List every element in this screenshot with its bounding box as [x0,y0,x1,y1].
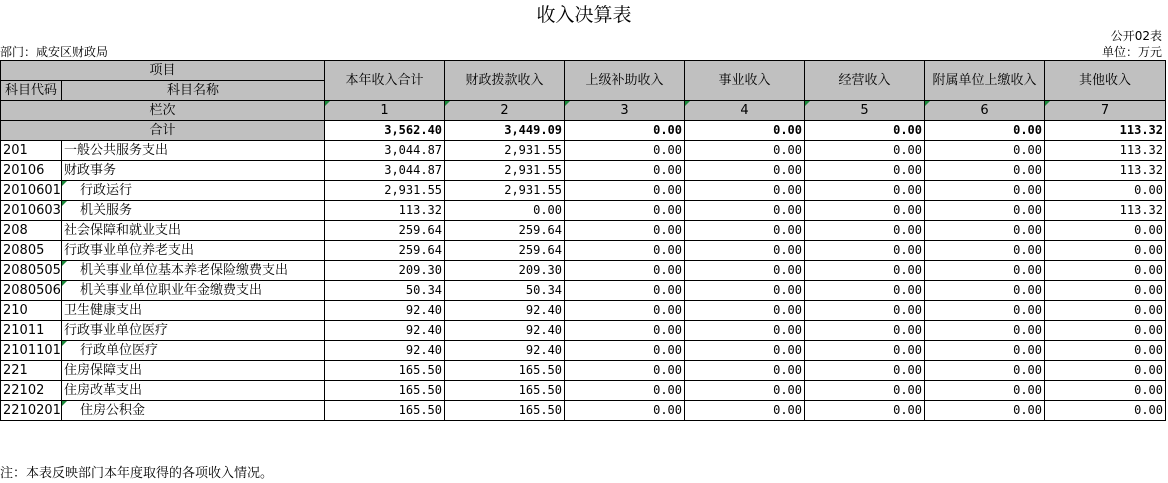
amount-cell[interactable]: 165.50 [445,401,565,421]
header-col-6[interactable]: 附属单位上缴收入 [925,61,1045,101]
amount-cell[interactable]: 0.00 [925,341,1045,361]
amount-cell[interactable]: 2,931.55 [445,161,565,181]
table-row [1,301,1166,321]
amount-cell[interactable]: 0.00 [685,261,805,281]
amount-cell[interactable]: 92.40 [325,301,445,321]
subject-name-cell[interactable]: 一般公共服务支出 [62,141,325,161]
total-row [1,121,1166,141]
amount-cell[interactable]: 259.64 [445,221,565,241]
amount-cell[interactable]: 0.00 [565,181,685,201]
amount-cell[interactable]: 113.32 [1045,141,1166,161]
row-index-cell[interactable]: 4 [685,101,805,121]
amount-cell[interactable]: 259.64 [325,241,445,261]
subject-name-cell[interactable]: 行政事业单位养老支出 [62,241,325,261]
amount-cell[interactable]: 0.00 [685,141,805,161]
table-row [1,201,1166,221]
total-cell[interactable]: 0.00 [565,121,685,141]
total-label[interactable]: 合计 [1,121,325,141]
amount-cell[interactable]: 113.32 [1045,201,1166,221]
amount-cell[interactable]: 0.00 [565,301,685,321]
amount-cell[interactable]: 0.00 [925,201,1045,221]
amount-cell[interactable]: 0.00 [445,201,565,221]
subject-name-cell[interactable]: 住房保障支出 [62,361,325,381]
report-title: 收入决算表 [536,4,632,26]
subject-code-cell[interactable]: 20106 [1,161,62,181]
amount-cell[interactable]: 0.00 [1045,181,1166,201]
amount-cell[interactable]: 92.40 [445,321,565,341]
amount-cell[interactable]: 0.00 [565,361,685,381]
amount-cell[interactable]: 165.50 [325,361,445,381]
subject-name-cell[interactable]: 住房公积金 [62,401,325,421]
amount-cell[interactable]: 0.00 [805,301,925,321]
amount-cell[interactable]: 2,931.55 [325,181,445,201]
amount-cell[interactable]: 0.00 [925,181,1045,201]
amount-cell[interactable]: 0.00 [565,141,685,161]
amount-cell[interactable]: 0.00 [805,401,925,421]
subject-code-cell[interactable]: 2010601 [1,181,62,201]
subject-name-cell[interactable]: 财政事务 [62,161,325,181]
amount-cell[interactable]: 0.00 [1045,281,1166,301]
amount-cell[interactable]: 0.00 [685,341,805,361]
subject-code-cell[interactable]: 210 [1,301,62,321]
amount-cell[interactable]: 92.40 [445,301,565,321]
subject-code-cell[interactable]: 20805 [1,241,62,261]
amount-cell[interactable]: 0.00 [685,201,805,221]
table-row [1,401,1166,421]
amount-cell[interactable]: 0.00 [565,321,685,341]
subject-name-cell[interactable]: 社会保障和就业支出 [62,221,325,241]
amount-cell[interactable]: 0.00 [805,281,925,301]
amount-cell[interactable]: 165.50 [325,381,445,401]
amount-cell[interactable]: 0.00 [565,201,685,221]
subject-code-cell[interactable]: 221 [1,361,62,381]
amount-cell[interactable]: 113.32 [325,201,445,221]
table-row [1,141,1166,161]
table-row [1,161,1166,181]
table-row [1,261,1166,281]
amount-cell[interactable]: 165.50 [445,361,565,381]
amount-cell[interactable]: 0.00 [565,281,685,301]
amount-cell[interactable]: 0.00 [805,141,925,161]
subject-code-cell[interactable]: 21011 [1,321,62,341]
amount-cell[interactable]: 2,931.55 [445,141,565,161]
amount-cell[interactable]: 209.30 [445,261,565,281]
row-index-cell[interactable]: 5 [805,101,925,121]
amount-cell[interactable]: 0.00 [565,161,685,181]
department-label: 部门：咸安区财政局 [0,45,109,59]
amount-cell[interactable]: 0.00 [565,221,685,241]
header-col-3[interactable]: 上级补助收入 [565,61,685,101]
subject-name-cell[interactable]: 住房改革支出 [62,381,325,401]
amount-cell[interactable]: 0.00 [805,341,925,361]
unit-label: 单位：万元 [1101,45,1162,59]
amount-cell[interactable]: 0.00 [685,161,805,181]
amount-cell[interactable]: 0.00 [565,401,685,421]
row-index-cell[interactable]: 7 [1045,101,1166,121]
amount-cell[interactable]: 0.00 [1045,301,1166,321]
amount-cell[interactable]: 0.00 [685,361,805,381]
amount-cell[interactable]: 0.00 [1045,261,1166,281]
subject-name-cell[interactable]: 卫生健康支出 [62,301,325,321]
amount-cell[interactable]: 0.00 [925,401,1045,421]
row-index-cell[interactable]: 1 [325,101,445,121]
amount-cell[interactable]: 0.00 [805,241,925,261]
amount-cell[interactable]: 0.00 [925,261,1045,281]
amount-cell[interactable]: 0.00 [1045,221,1166,241]
amount-cell[interactable]: 0.00 [805,321,925,341]
amount-cell[interactable]: 0.00 [805,381,925,401]
subject-name-cell[interactable]: 行政事业单位医疗 [62,321,325,341]
subject-code-cell[interactable]: 2010603 [1,201,62,221]
header-col-5[interactable]: 经营收入 [805,61,925,101]
subject-code-cell[interactable]: 22102 [1,381,62,401]
row-index-label[interactable]: 栏次 [1,101,325,121]
total-cell[interactable]: 0.00 [925,121,1045,141]
row-index-cell[interactable]: 6 [925,101,1045,121]
amount-cell[interactable]: 0.00 [565,341,685,361]
subject-code-cell[interactable]: 2210201 [1,401,62,421]
amount-cell[interactable]: 0.00 [1045,381,1166,401]
subject-code-cell[interactable]: 208 [1,221,62,241]
subject-name-cell[interactable]: 机关事业单位职业年金缴费支出 [62,281,325,301]
subject-name-cell[interactable]: 行政运行 [62,181,325,201]
amount-cell[interactable]: 0.00 [805,221,925,241]
row-index-cell[interactable]: 3 [565,101,685,121]
amount-cell[interactable]: 113.32 [1045,161,1166,181]
subject-code-cell[interactable]: 2080505 [1,261,62,281]
income-table [0,60,1166,421]
amount-cell[interactable]: 0.00 [805,201,925,221]
amount-cell[interactable]: 0.00 [805,261,925,281]
amount-cell[interactable]: 2,931.55 [445,181,565,201]
header-code[interactable]: 科目代码 [1,81,62,101]
amount-cell[interactable]: 0.00 [685,301,805,321]
header-col-7[interactable]: 其他收入 [1045,61,1166,101]
amount-cell[interactable]: 0.00 [685,181,805,201]
amount-cell[interactable]: 0.00 [925,301,1045,321]
amount-cell[interactable]: 50.34 [325,281,445,301]
amount-cell[interactable]: 0.00 [1045,341,1166,361]
amount-cell[interactable]: 0.00 [805,361,925,381]
amount-cell[interactable]: 0.00 [565,261,685,281]
amount-cell[interactable]: 92.40 [325,321,445,341]
table-row [1,361,1166,381]
amount-cell[interactable]: 209.30 [325,261,445,281]
table-row [1,241,1166,261]
subject-code-cell[interactable]: 201 [1,141,62,161]
amount-cell[interactable]: 0.00 [685,381,805,401]
amount-cell[interactable]: 92.40 [325,341,445,361]
amount-cell[interactable]: 165.50 [325,401,445,421]
total-cell[interactable]: 0.00 [685,121,805,141]
amount-cell[interactable]: 0.00 [1045,401,1166,421]
amount-cell[interactable]: 0.00 [805,181,925,201]
amount-cell[interactable]: 92.40 [445,341,565,361]
amount-cell[interactable]: 0.00 [925,381,1045,401]
total-cell[interactable]: 3,449.09 [445,121,565,141]
footnote: 注：本表反映部门本年度取得的各项收入情况。 [0,466,274,481]
total-cell[interactable]: 113.32 [1045,121,1166,141]
amount-cell[interactable]: 0.00 [925,161,1045,181]
amount-cell[interactable]: 165.50 [445,381,565,401]
subject-name-cell[interactable]: 机关服务 [62,201,325,221]
amount-cell[interactable]: 0.00 [685,281,805,301]
amount-cell[interactable]: 0.00 [925,321,1045,341]
amount-cell[interactable]: 0.00 [565,381,685,401]
header-col-2[interactable]: 财政拨款收入 [445,61,565,101]
amount-cell[interactable]: 259.64 [445,241,565,261]
amount-cell[interactable]: 0.00 [685,241,805,261]
header-col-4[interactable]: 事业收入 [685,61,805,101]
form-number: 公开02表 [1110,29,1162,43]
amount-cell[interactable]: 0.00 [685,401,805,421]
amount-cell[interactable]: 259.64 [325,221,445,241]
total-cell[interactable]: 0.00 [805,121,925,141]
amount-cell[interactable]: 0.00 [925,141,1045,161]
header-name[interactable]: 科目名称 [62,81,325,101]
amount-cell[interactable]: 0.00 [685,321,805,341]
table-row [1,221,1166,241]
subject-code-cell[interactable]: 2080506 [1,281,62,301]
amount-cell[interactable]: 0.00 [685,221,805,241]
amount-cell[interactable]: 0.00 [805,161,925,181]
amount-cell[interactable]: 0.00 [1045,241,1166,261]
amount-cell[interactable]: 50.34 [445,281,565,301]
amount-cell[interactable]: 0.00 [925,221,1045,241]
amount-cell[interactable]: 0.00 [1045,321,1166,341]
total-cell[interactable]: 3,562.40 [325,121,445,141]
amount-cell[interactable]: 0.00 [925,361,1045,381]
table-row [1,381,1166,401]
header-col-1[interactable]: 本年收入合计 [325,61,445,101]
table-row [1,181,1166,201]
subject-name-cell[interactable]: 机关事业单位基本养老保险缴费支出 [62,261,325,281]
row-index-cell[interactable]: 2 [445,101,565,121]
table-row [1,321,1166,341]
table-row [1,341,1166,361]
amount-cell[interactable]: 0.00 [1045,361,1166,381]
amount-cell[interactable]: 0.00 [925,241,1045,261]
amount-cell[interactable]: 0.00 [565,241,685,261]
amount-cell[interactable]: 0.00 [925,281,1045,301]
table-row [1,281,1166,301]
subject-name-cell[interactable]: 行政单位医疗 [62,341,325,361]
amount-cell[interactable]: 3,044.87 [325,161,445,181]
amount-cell[interactable]: 3,044.87 [325,141,445,161]
subject-code-cell[interactable]: 2101101 [1,341,62,361]
header-item[interactable]: 项目 [1,61,325,81]
